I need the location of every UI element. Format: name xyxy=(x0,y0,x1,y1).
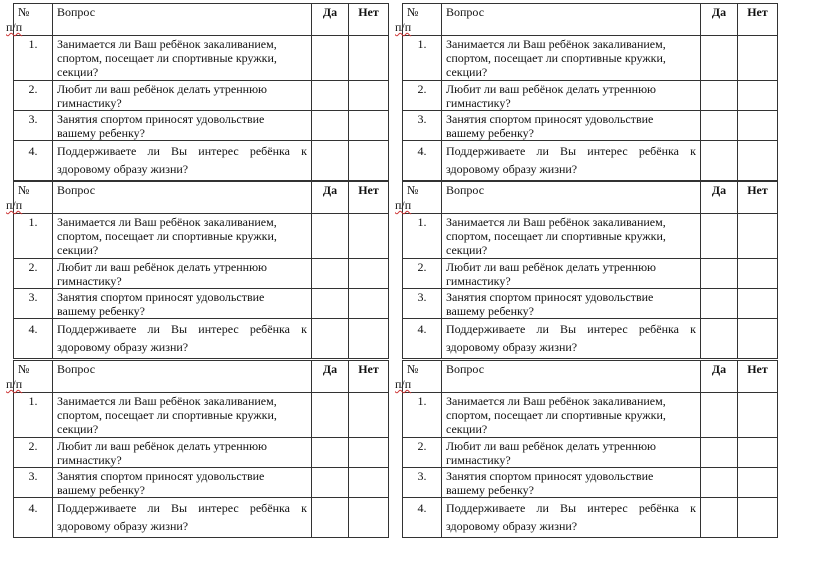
table-row xyxy=(14,289,389,319)
yes-answer-cell[interactable] xyxy=(701,141,738,181)
question-text-line: Занятия спортом приносят удовольствие xyxy=(57,469,265,483)
question-cell xyxy=(53,111,312,141)
header-row xyxy=(14,4,389,36)
table-row xyxy=(403,111,778,141)
table-row xyxy=(14,259,389,289)
no-answer-cell[interactable] xyxy=(349,259,389,289)
table-row xyxy=(403,319,778,359)
question-text-line: вашему ребенку? xyxy=(57,304,146,318)
row-number: 2. xyxy=(14,81,53,111)
header-row xyxy=(403,182,778,214)
row-number: 1. xyxy=(14,393,53,438)
table-row xyxy=(403,259,778,289)
question-cell xyxy=(53,438,312,468)
question-text-line: Поддерживаете ли Вы интерес ребёнка к xyxy=(446,501,696,515)
no-answer-cell[interactable] xyxy=(738,438,778,468)
yes-answer-cell[interactable] xyxy=(701,259,738,289)
question-cell xyxy=(53,36,312,81)
row-number: 4. xyxy=(14,319,53,359)
question-text-line: Поддерживаете ли Вы интерес ребёнка к xyxy=(57,322,307,336)
question-text-line: секции? xyxy=(446,65,488,79)
yes-answer-cell[interactable] xyxy=(312,319,349,359)
table-row xyxy=(14,81,389,111)
questionnaire-table-1 xyxy=(6,3,389,181)
number-header-line1: № xyxy=(407,183,419,197)
yes-answer-cell[interactable] xyxy=(701,289,738,319)
table-row xyxy=(403,36,778,81)
question-text-line: Поддерживаете ли Вы интерес ребёнка к xyxy=(446,322,696,336)
table-row xyxy=(14,438,389,468)
yes-answer-cell[interactable] xyxy=(312,81,349,111)
yes-answer-cell[interactable] xyxy=(312,289,349,319)
question-text-line: вашему ребенку? xyxy=(57,126,146,140)
no-answer-cell[interactable] xyxy=(738,141,778,181)
table-row xyxy=(403,393,778,438)
yes-header: Да xyxy=(312,361,349,393)
number-header xyxy=(6,4,53,36)
question-cell xyxy=(53,319,312,359)
question-text-line: спортом, посещает ли спортивные кружки, xyxy=(446,229,666,243)
question-cell xyxy=(442,214,701,259)
table-row xyxy=(403,141,778,181)
question-text-line: здоровому образу жизни? xyxy=(57,162,189,176)
row-number: 3. xyxy=(403,289,442,319)
number-header-line1: № xyxy=(407,362,419,376)
row-number: 1. xyxy=(14,214,53,259)
no-answer-cell[interactable] xyxy=(738,81,778,111)
no-answer-cell[interactable] xyxy=(349,289,389,319)
question-text-line: Занятия спортом приносят удовольствие xyxy=(446,112,654,126)
row-number: 3. xyxy=(14,111,53,141)
row-number: 4. xyxy=(403,319,442,359)
question-text-line: гимнастику? xyxy=(57,274,122,288)
question-cell xyxy=(53,498,312,538)
question-cell xyxy=(442,468,701,498)
no-answer-cell[interactable] xyxy=(738,498,778,538)
no-header: Нет xyxy=(349,361,389,393)
question-text-line: гимнастику? xyxy=(57,96,122,110)
yes-header: Да xyxy=(312,4,349,36)
question-text-line: гимнастику? xyxy=(446,96,511,110)
question-text-line: Занятия спортом приносят удовольствие xyxy=(446,469,654,483)
question-header: Вопрос xyxy=(442,182,701,214)
no-answer-cell[interactable] xyxy=(349,141,389,181)
questionnaire-table-5 xyxy=(6,360,389,538)
question-header: Вопрос xyxy=(53,361,312,393)
no-answer-cell[interactable] xyxy=(738,36,778,81)
question-cell xyxy=(442,141,701,181)
question-text-line: Занимается ли Ваш ребёнок закаливанием, xyxy=(57,37,277,51)
header-row xyxy=(14,361,389,393)
table-row xyxy=(403,81,778,111)
question-text-line: Занятия спортом приносят удовольствие xyxy=(57,112,265,126)
table-row xyxy=(14,111,389,141)
table-row xyxy=(14,214,389,259)
question-cell xyxy=(442,81,701,111)
questionnaire-table-6 xyxy=(395,360,778,538)
table-row xyxy=(14,393,389,438)
question-text-line: спортом, посещает ли спортивные кружки, xyxy=(57,229,277,243)
question-text-line: Занимается ли Ваш ребёнок закаливанием, xyxy=(57,215,277,229)
header-row xyxy=(403,361,778,393)
question-text-line: Занятия спортом приносят удовольствие xyxy=(446,290,654,304)
number-header-line2: п/п xyxy=(395,20,412,34)
row-number: 3. xyxy=(14,468,53,498)
question-text-line: спортом, посещает ли спортивные кружки, xyxy=(446,408,666,422)
question-text-line: секции? xyxy=(57,422,99,436)
question-cell xyxy=(53,81,312,111)
question-cell xyxy=(442,36,701,81)
table-row xyxy=(403,289,778,319)
question-text-line: Занятия спортом приносят удовольствие xyxy=(57,290,265,304)
question-text-line: секции? xyxy=(57,65,99,79)
row-number: 1. xyxy=(403,36,442,81)
yes-answer-cell[interactable] xyxy=(701,81,738,111)
question-cell xyxy=(442,289,701,319)
table-row xyxy=(403,214,778,259)
no-answer-cell[interactable] xyxy=(349,36,389,81)
yes-answer-cell[interactable] xyxy=(312,141,349,181)
row-number: 2. xyxy=(14,259,53,289)
question-text-line: Поддерживаете ли Вы интерес ребёнка к xyxy=(446,144,696,158)
no-answer-cell[interactable] xyxy=(349,214,389,259)
no-answer-cell[interactable] xyxy=(349,438,389,468)
no-answer-cell[interactable] xyxy=(738,393,778,438)
row-number: 1. xyxy=(403,214,442,259)
row-number: 3. xyxy=(403,111,442,141)
table-row xyxy=(14,36,389,81)
yes-answer-cell[interactable] xyxy=(701,498,738,538)
table-row xyxy=(403,438,778,468)
question-text-line: спортом, посещает ли спортивные кружки, xyxy=(57,51,277,65)
number-header-line2: п/п xyxy=(6,377,23,391)
number-header xyxy=(395,182,442,214)
question-cell xyxy=(53,214,312,259)
no-answer-cell[interactable] xyxy=(738,214,778,259)
yes-header: Да xyxy=(701,361,738,393)
header-row xyxy=(403,4,778,36)
question-text-line: здоровому образу жизни? xyxy=(57,340,189,354)
table-row xyxy=(14,319,389,359)
row-number: 2. xyxy=(403,438,442,468)
question-text-line: Поддерживаете ли Вы интерес ребёнка к xyxy=(57,144,307,158)
number-header-line1: № xyxy=(18,362,30,376)
question-text-line: гимнастику? xyxy=(446,274,511,288)
question-header: Вопрос xyxy=(442,361,701,393)
question-cell xyxy=(53,393,312,438)
number-header-line2: п/п xyxy=(395,377,412,391)
question-text-line: вашему ребенку? xyxy=(446,483,535,497)
no-answer-cell[interactable] xyxy=(349,111,389,141)
yes-header: Да xyxy=(701,4,738,36)
question-text-line: гимнастику? xyxy=(446,453,511,467)
question-text-line: Занимается ли Ваш ребёнок закаливанием, xyxy=(446,394,666,408)
yes-header: Да xyxy=(312,182,349,214)
table-row xyxy=(14,468,389,498)
yes-answer-cell[interactable] xyxy=(312,111,349,141)
number-header-line1: № xyxy=(18,5,30,19)
question-text-line: спортом, посещает ли спортивные кружки, xyxy=(446,51,666,65)
table-row xyxy=(403,498,778,538)
yes-answer-cell[interactable] xyxy=(312,393,349,438)
no-answer-cell[interactable] xyxy=(349,468,389,498)
table-row xyxy=(403,468,778,498)
question-text-line: Любит ли ваш ребёнок делать утреннюю xyxy=(57,260,268,274)
no-answer-cell[interactable] xyxy=(349,319,389,359)
no-answer-cell[interactable] xyxy=(738,111,778,141)
questionnaire-table-2 xyxy=(395,3,778,181)
question-cell xyxy=(442,393,701,438)
number-header xyxy=(395,4,442,36)
question-text-line: секции? xyxy=(57,243,99,257)
row-number: 2. xyxy=(403,259,442,289)
table-row xyxy=(14,141,389,181)
question-cell xyxy=(442,498,701,538)
question-text-line: Любит ли ваш ребёнок делать утреннюю xyxy=(57,82,268,96)
yes-answer-cell[interactable] xyxy=(701,36,738,81)
row-number: 4. xyxy=(403,498,442,538)
row-number: 4. xyxy=(14,141,53,181)
yes-answer-cell[interactable] xyxy=(701,438,738,468)
yes-answer-cell[interactable] xyxy=(701,393,738,438)
question-text-line: здоровому образу жизни? xyxy=(446,519,578,533)
question-text-line: Поддерживаете ли Вы интерес ребёнка к xyxy=(57,501,307,515)
table-row xyxy=(14,498,389,538)
no-header: Нет xyxy=(738,4,778,36)
question-text-line: Занимается ли Ваш ребёнок закаливанием, xyxy=(446,37,666,51)
row-number: 3. xyxy=(14,289,53,319)
yes-answer-cell[interactable] xyxy=(312,438,349,468)
yes-answer-cell[interactable] xyxy=(312,36,349,81)
question-text-line: вашему ребенку? xyxy=(57,483,146,497)
yes-answer-cell[interactable] xyxy=(701,214,738,259)
question-header: Вопрос xyxy=(53,4,312,36)
row-number: 4. xyxy=(403,141,442,181)
number-header-line2: п/п xyxy=(6,20,23,34)
yes-header: Да xyxy=(701,182,738,214)
question-text-line: здоровому образу жизни? xyxy=(446,340,578,354)
questionnaire-table-4 xyxy=(395,181,778,359)
question-text-line: Любит ли ваш ребёнок делать утреннюю xyxy=(446,260,657,274)
yes-answer-cell[interactable] xyxy=(701,111,738,141)
question-text-line: спортом, посещает ли спортивные кружки, xyxy=(57,408,277,422)
no-header: Нет xyxy=(349,4,389,36)
no-answer-cell[interactable] xyxy=(349,498,389,538)
question-cell xyxy=(53,141,312,181)
row-number: 2. xyxy=(14,438,53,468)
no-header: Нет xyxy=(738,361,778,393)
question-text-line: Любит ли ваш ребёнок делать утреннюю xyxy=(446,82,657,96)
number-header-line1: № xyxy=(407,5,419,19)
yes-answer-cell[interactable] xyxy=(312,214,349,259)
no-answer-cell[interactable] xyxy=(738,259,778,289)
no-answer-cell[interactable] xyxy=(738,468,778,498)
question-cell xyxy=(442,438,701,468)
no-header: Нет xyxy=(349,182,389,214)
question-text-line: здоровому образу жизни? xyxy=(446,162,578,176)
row-number: 3. xyxy=(403,468,442,498)
number-header xyxy=(395,361,442,393)
row-number: 2. xyxy=(403,81,442,111)
no-answer-cell[interactable] xyxy=(349,393,389,438)
header-row xyxy=(14,182,389,214)
question-header: Вопрос xyxy=(442,4,701,36)
question-text-line: гимнастику? xyxy=(57,453,122,467)
question-text-line: Любит ли ваш ребёнок делать утреннюю xyxy=(446,439,657,453)
question-cell xyxy=(53,468,312,498)
questionnaire-table-3 xyxy=(6,181,389,359)
question-text-line: здоровому образу жизни? xyxy=(57,519,189,533)
row-number: 1. xyxy=(14,36,53,81)
question-text-line: вашему ребенку? xyxy=(446,126,535,140)
yes-answer-cell[interactable] xyxy=(312,468,349,498)
question-text-line: секции? xyxy=(446,422,488,436)
number-header xyxy=(6,361,53,393)
question-text-line: Любит ли ваш ребёнок делать утреннюю xyxy=(57,439,268,453)
number-header-line1: № xyxy=(18,183,30,197)
question-text-line: секции? xyxy=(446,243,488,257)
yes-answer-cell[interactable] xyxy=(701,468,738,498)
row-number: 1. xyxy=(403,393,442,438)
question-text-line: Занимается ли Ваш ребёнок закаливанием, xyxy=(446,215,666,229)
question-cell xyxy=(442,111,701,141)
number-header xyxy=(6,182,53,214)
number-header-line2: п/п xyxy=(395,198,412,212)
number-header-line2: п/п xyxy=(6,198,23,212)
question-cell xyxy=(53,289,312,319)
yes-answer-cell[interactable] xyxy=(701,319,738,359)
question-text-line: вашему ребенку? xyxy=(446,304,535,318)
question-text-line: Занимается ли Ваш ребёнок закаливанием, xyxy=(57,394,277,408)
question-cell xyxy=(53,259,312,289)
no-answer-cell[interactable] xyxy=(738,289,778,319)
no-header: Нет xyxy=(738,182,778,214)
no-answer-cell[interactable] xyxy=(738,319,778,359)
yes-answer-cell[interactable] xyxy=(312,498,349,538)
yes-answer-cell[interactable] xyxy=(312,259,349,289)
question-cell xyxy=(442,319,701,359)
question-cell xyxy=(442,259,701,289)
row-number: 4. xyxy=(14,498,53,538)
no-answer-cell[interactable] xyxy=(349,81,389,111)
question-header: Вопрос xyxy=(53,182,312,214)
